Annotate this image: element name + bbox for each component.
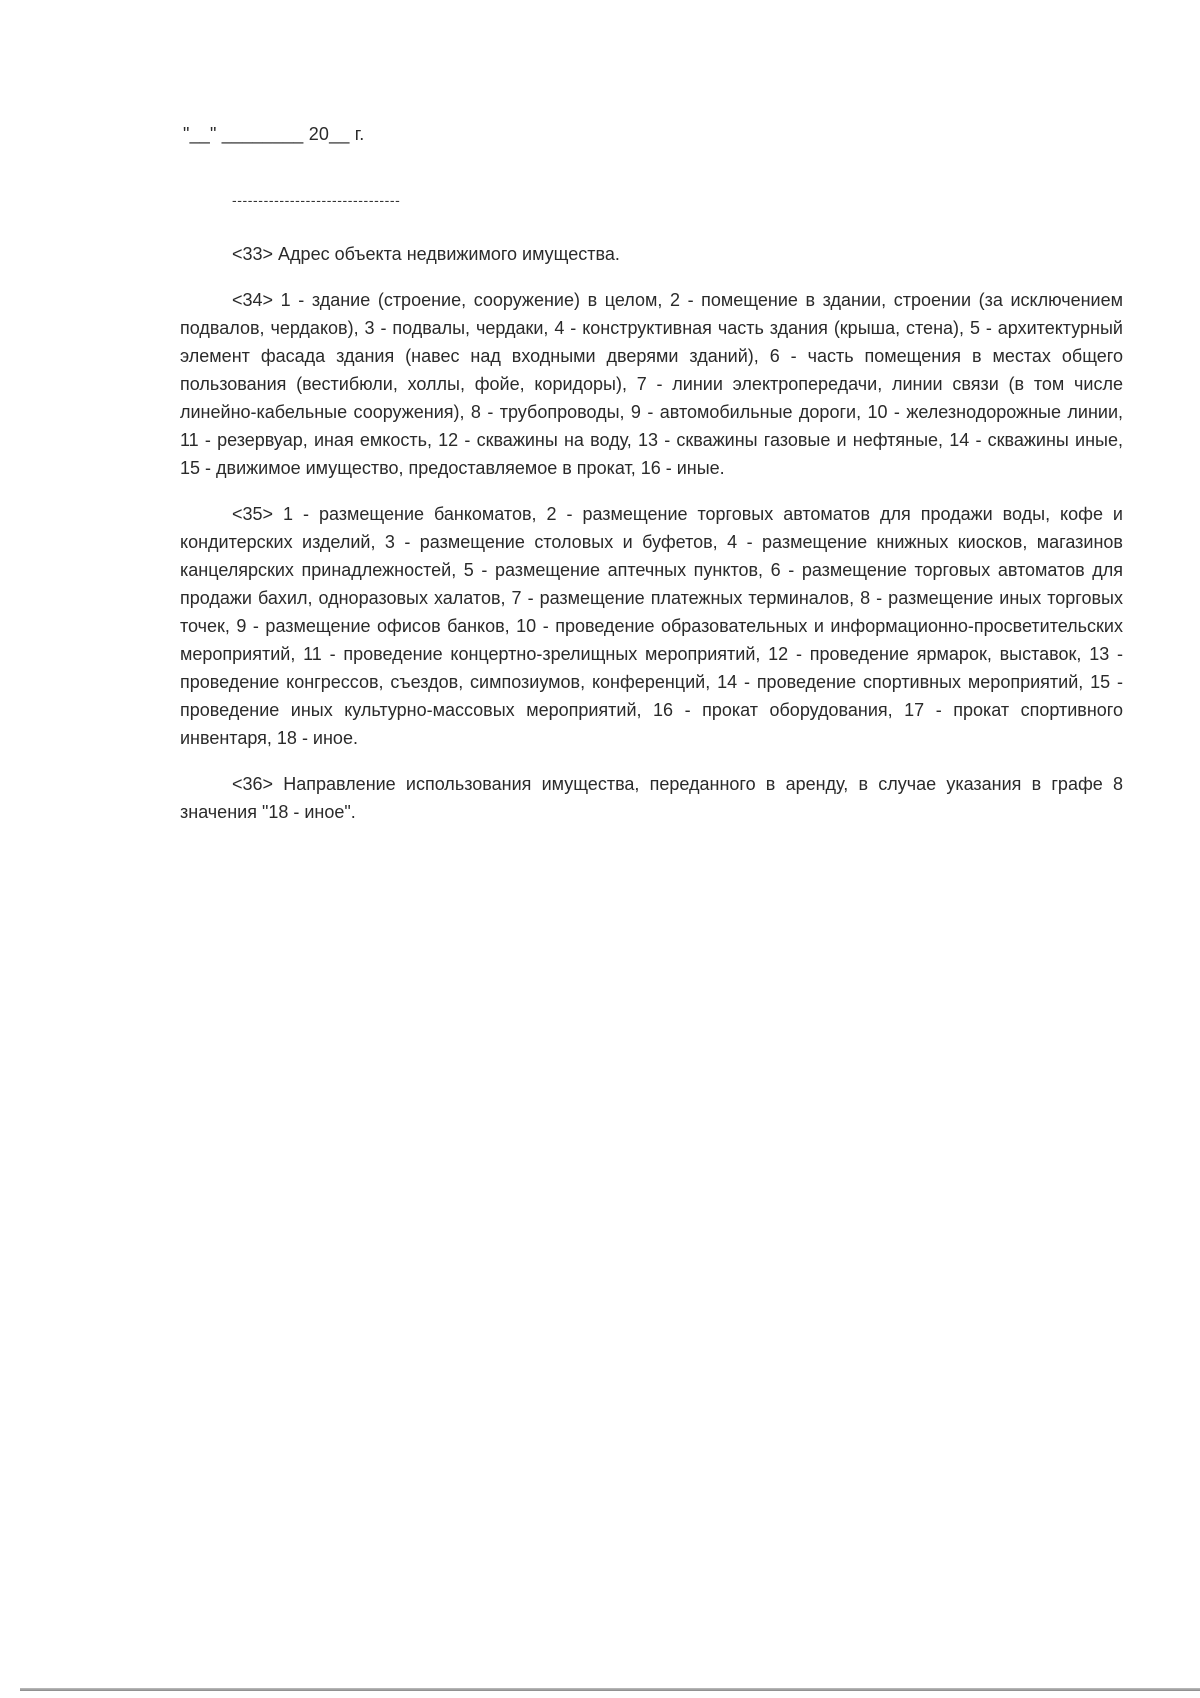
date-line: "__" ________ 20__ г. (183, 124, 365, 144)
footnote-34: <34> 1 - здание (строение, сооружение) в целом, 2 - помещение в здании, строении (за исключением подвалов, чердаков), 3 - подвалы, чердаки, 4 - конструктивная часть здания (крыша, стена), 5 - архитектурный элемент фасада здания (навес над входными дверями зданий), 6 - часть помещения в местах общего пользования (вестибюли, холлы, фойе, коридоры), 7 - линии электропередачи, линии связи (в том числе линейно-кабельные сооружения), 8 - трубопроводы, 9 - автомобильные дороги, 10 - железнодорожные линии, 11 - резервуар, иная емкость, 12 - скважины на воду, 13 - скважины газовые и нефтяные, 14 - скважины иные, 15 - движимое имущество, предоставляемое в прокат, 16 - иные. (180, 290, 1123, 478)
footnote-separator: -------------------------------- (232, 192, 401, 208)
footnotes (180, 240, 1123, 844)
footnote-36: <36> Направление использования имущества, переданного в аренду, в случае указания в графе 8 значения "18 - иное". (180, 774, 1123, 822)
scan-edge-line (20, 1688, 1200, 1691)
footnote-33: <33> Адрес объекта недвижимого имущества. (232, 244, 620, 264)
footnote-35: <35> 1 - размещение банкоматов, 2 - размещение торговых автоматов для продажи воды, кофе и кондитерских изделий, 3 - размещение столовых и буфетов, 4 - размещение книжных киосков, магазинов канцелярских принадлежностей, 5 - размещение аптечных пунктов, 6 - размещение торговых автоматов для продажи бахил, одноразовых халатов, 7 - размещение платежных терминалов, 8 - размещение иных торговых точек, 9 - размещение офисов банков, 10 - проведение образовательных и информационно-просветительских мероприятий, 11 - проведение концертно-зрелищных мероприятий, 12 - проведение ярмарок, выставок, 13 - проведение конгрессов, съездов, симпозиумов, конференций, 14 - проведение спортивных мероприятий, 15 - проведение иных культурно-массовых мероприятий, 16 - прокат оборудования, 17 - прокат спортивного инвентаря, 18 - иное. (180, 504, 1123, 748)
